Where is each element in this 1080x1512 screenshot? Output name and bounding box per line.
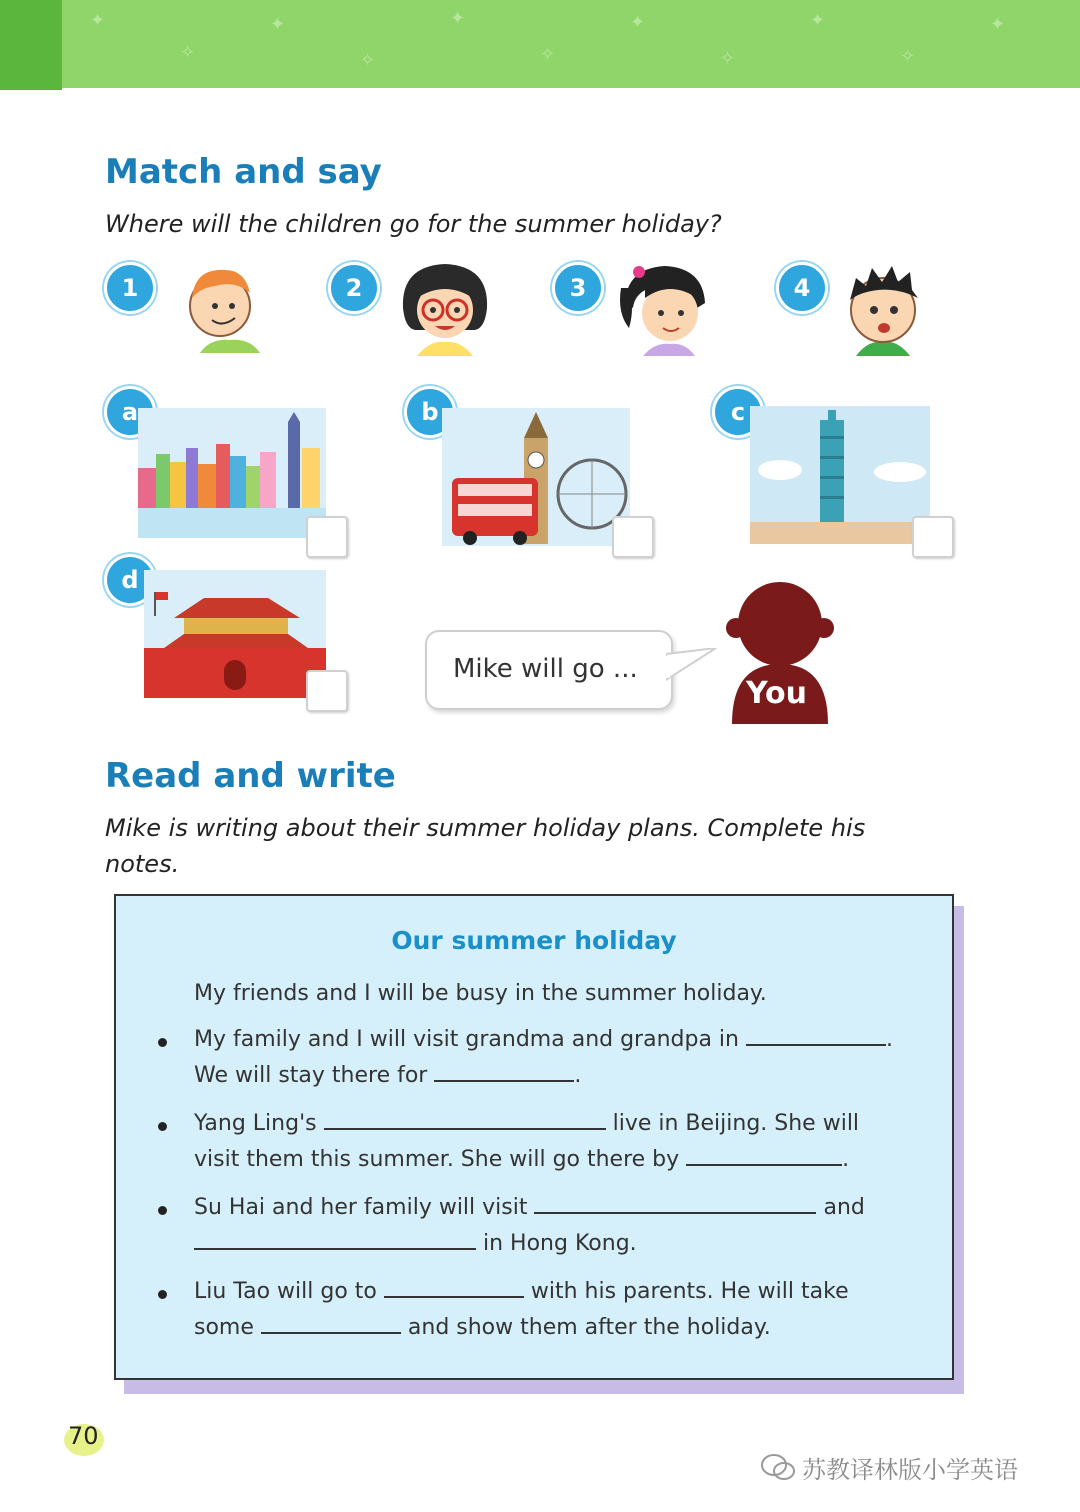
blank-place-2[interactable]	[194, 1226, 476, 1250]
place-letter-badge: a	[104, 386, 156, 438]
wechat-icon	[760, 1452, 796, 1482]
notes-box	[114, 894, 954, 1380]
beijing-picture	[144, 570, 326, 698]
child-number-badge: 3	[552, 262, 604, 314]
note-line: We will stay there for .	[194, 1058, 581, 1094]
read-instruction-line1: Mike is writing about their summer holiday plans. Complete his	[105, 814, 866, 842]
notes-title: Our summer holiday	[391, 926, 677, 955]
blank-place-1[interactable]	[534, 1190, 816, 1214]
bullet	[158, 1206, 167, 1215]
read-and-write-title: Read and write	[105, 756, 396, 796]
london-picture	[442, 408, 630, 546]
note-line: Yang Ling's live in Beijing. She will	[194, 1106, 859, 1142]
note-line: Su Hai and her family will visit and	[194, 1190, 865, 1226]
note-line: some and show them after the holiday.	[194, 1310, 771, 1346]
answer-box-d[interactable]	[306, 670, 348, 712]
note-line: My family and I will visit grandma and grandpa in .	[194, 1022, 893, 1058]
child-face-su-hai	[615, 258, 715, 358]
page-number: 70	[68, 1422, 99, 1450]
hong-kong-picture	[138, 408, 326, 538]
match-and-say-title: Match and say	[105, 152, 382, 192]
match-instruction: Where will the children go for the summer holiday?	[105, 210, 722, 238]
speech-bubble	[425, 630, 673, 710]
blank-transport[interactable]	[686, 1142, 842, 1166]
child-face-mike	[180, 258, 280, 358]
child-number-badge: 4	[776, 262, 828, 314]
child-number-badge: 2	[328, 262, 380, 314]
note-line: Liu Tao will go to with his parents. He will take	[194, 1274, 849, 1310]
place-letter-badge: d	[104, 554, 156, 606]
bullet	[158, 1290, 167, 1299]
read-instruction-line2: notes.	[105, 850, 180, 878]
child-face-yang-ling	[395, 258, 495, 358]
child-face-liu-tao	[838, 258, 938, 358]
child-number-badge: 1	[104, 262, 156, 314]
notes-intro: My friends and I will be busy in the summer holiday.	[194, 981, 767, 1006]
bullet	[158, 1122, 167, 1131]
speech-bubble-tail	[666, 648, 718, 688]
top-banner: ✦ ✧ ✦ ✧ ✦ ✧ ✦ ✧ ✦ ✧ ✦	[0, 0, 1080, 88]
banner-tab	[0, 0, 62, 90]
blank-items[interactable]	[261, 1310, 401, 1334]
taipei-picture	[750, 406, 930, 544]
bullet	[158, 1038, 167, 1047]
watermark-text: 苏教译林版小学英语	[802, 1456, 1018, 1484]
place-letter-badge: c	[712, 386, 764, 438]
blank-duration[interactable]	[434, 1058, 574, 1082]
speech-bubble-text: Mike will go ...	[453, 654, 638, 684]
blank-destination[interactable]	[384, 1274, 524, 1298]
note-line: visit them this summer. She will go there by .	[194, 1142, 849, 1178]
answer-box-a[interactable]	[306, 516, 348, 558]
blank-place[interactable]	[746, 1022, 886, 1046]
blank-relatives[interactable]	[324, 1106, 606, 1130]
note-line: in Hong Kong.	[194, 1226, 637, 1262]
you-label: You	[746, 676, 807, 711]
answer-box-b[interactable]	[612, 516, 654, 558]
place-letter-badge: b	[404, 386, 456, 438]
answer-box-c[interactable]	[912, 516, 954, 558]
